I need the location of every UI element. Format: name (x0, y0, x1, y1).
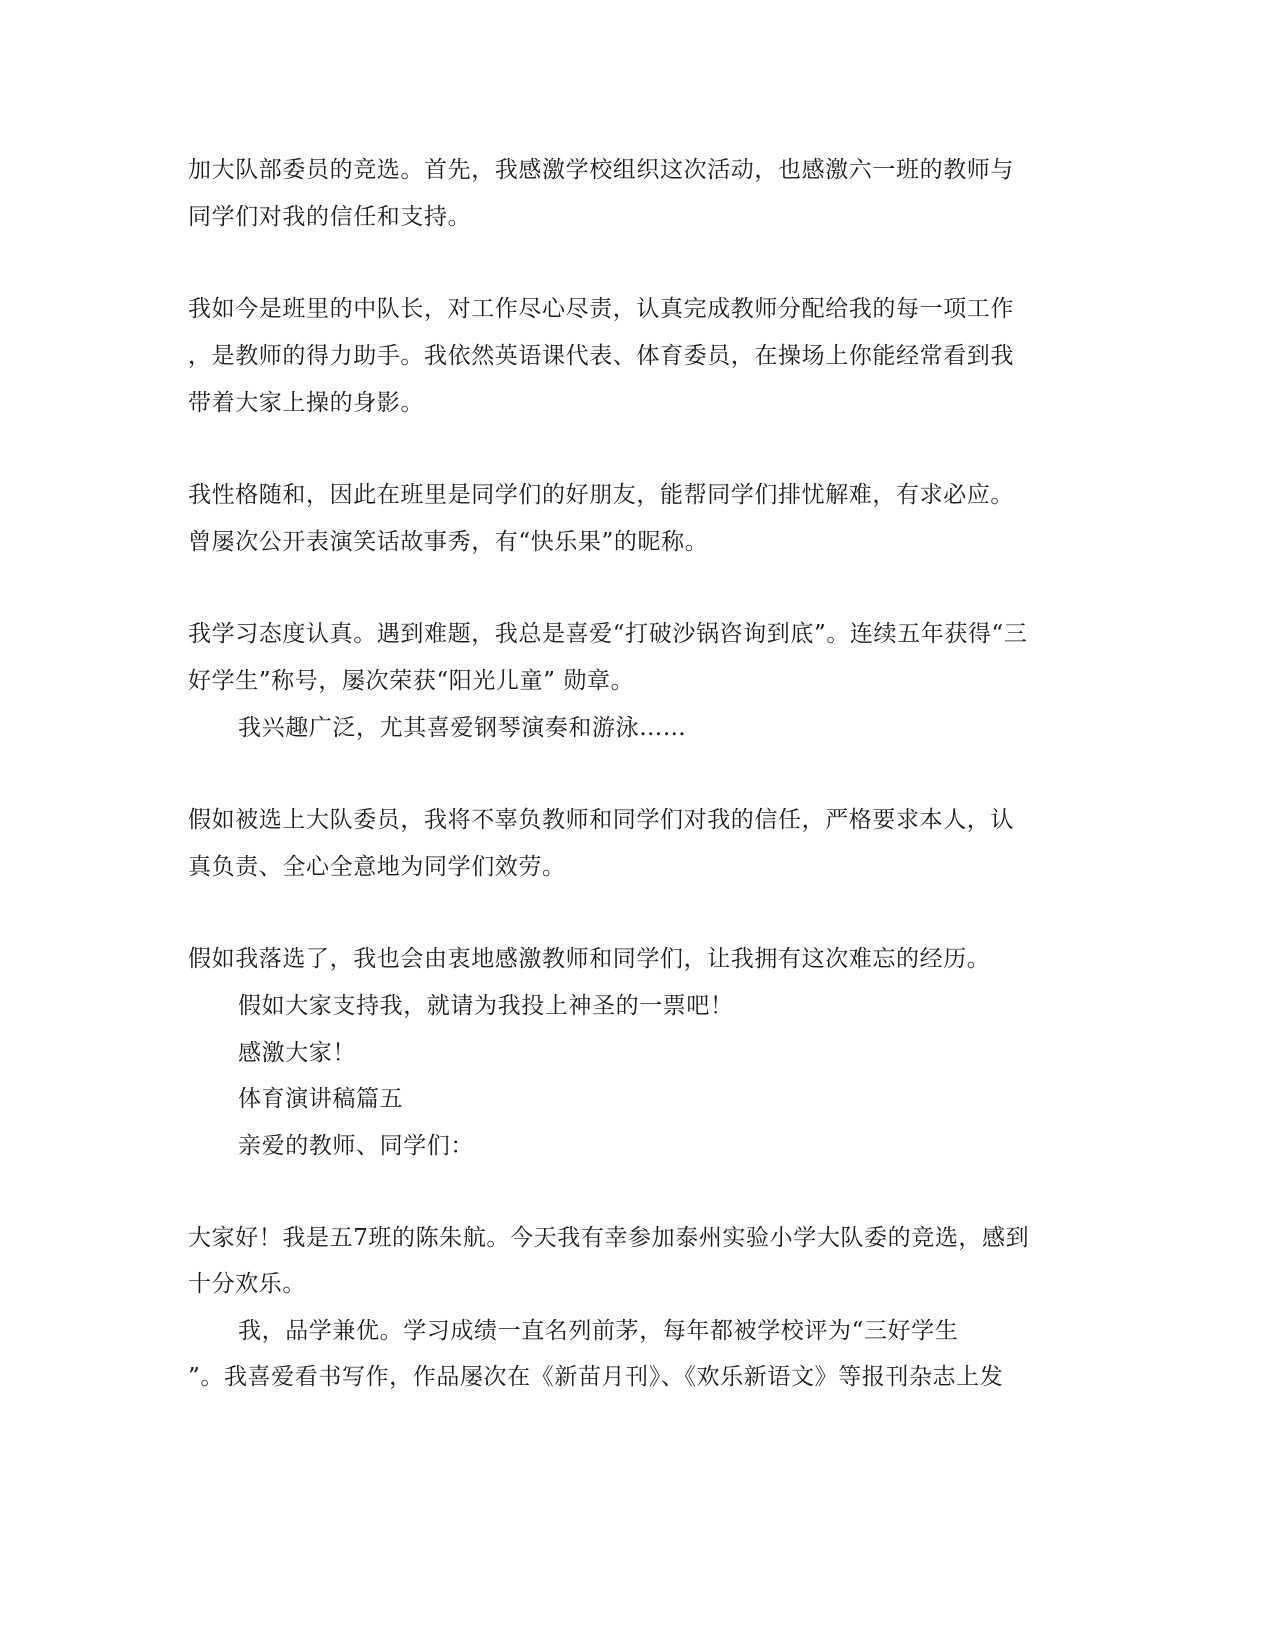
text-line: 我学习态度认真。遇到难题，我总是喜爱“打破沙锅咨询到底”。连续五年获得“三 (188, 621, 1028, 647)
text-line: 假如被选上大队委员，我将不辜负教师和同学们对我的信任，严格要求本人，认 (188, 807, 1014, 833)
text-line: 大家好！我是五7班的陈朱航。今天我有幸参加泰州实验小学大队委的竞选，感到 (188, 1225, 1030, 1251)
text-line: 加大队部委员的竞选。首先，我感激学校组织这次活动，也感激六一班的教师与 (188, 157, 1014, 183)
text-line: 我如今是班里的中队长，对工作尽心尽责，认真完成教师分配给我的每一项工作 (188, 296, 1014, 322)
text-line: 真负责、全心全意地为同学们效劳。 (188, 854, 566, 880)
text-line: 我性格随和，因此在班里是同学们的好朋友，能帮同学们排忧解难，有求必应。 (188, 482, 1014, 508)
text-line: 十分欢乐。 (188, 1271, 306, 1297)
text-line: 曾屡次公开表演笑话故事秀，有“快乐果”的昵称。 (188, 529, 709, 555)
text-line: 我兴趣广泛，尤其喜爱钢琴演奏和游泳…… (238, 715, 687, 741)
text-line: 带着大家上操的身影。 (188, 390, 424, 416)
text-line: ”。我喜爱看书写作，作品屡次在《新苗月刊》、《欢乐新语文》等报刊杂志上发 (188, 1364, 1004, 1390)
text-line: 我，品学兼优。学习成绩一直名列前茅，每年都被学校评为“三好学生 (238, 1318, 959, 1344)
text-line: ，是教师的得力助手。我依然英语课代表、体育委员，在操场上你能经常看到我 (188, 343, 1014, 369)
salutation: 亲爱的教师、同学们： (238, 1133, 474, 1159)
text-line: 同学们对我的信任和支持。 (188, 204, 472, 230)
text-line: 好学生”称号，屡次荣获“阳光儿童” 勋章。 (188, 668, 635, 694)
text-line: 感激大家！ (238, 1040, 356, 1066)
section-heading: 体育演讲稿篇五 (238, 1086, 404, 1112)
text-line: 假如我落选了，我也会由衷地感激教师和同学们，让我拥有这次难忘的经历。 (188, 946, 991, 972)
text-line: 假如大家支持我，就请为我投上神圣的一票吧！ (238, 993, 734, 1019)
